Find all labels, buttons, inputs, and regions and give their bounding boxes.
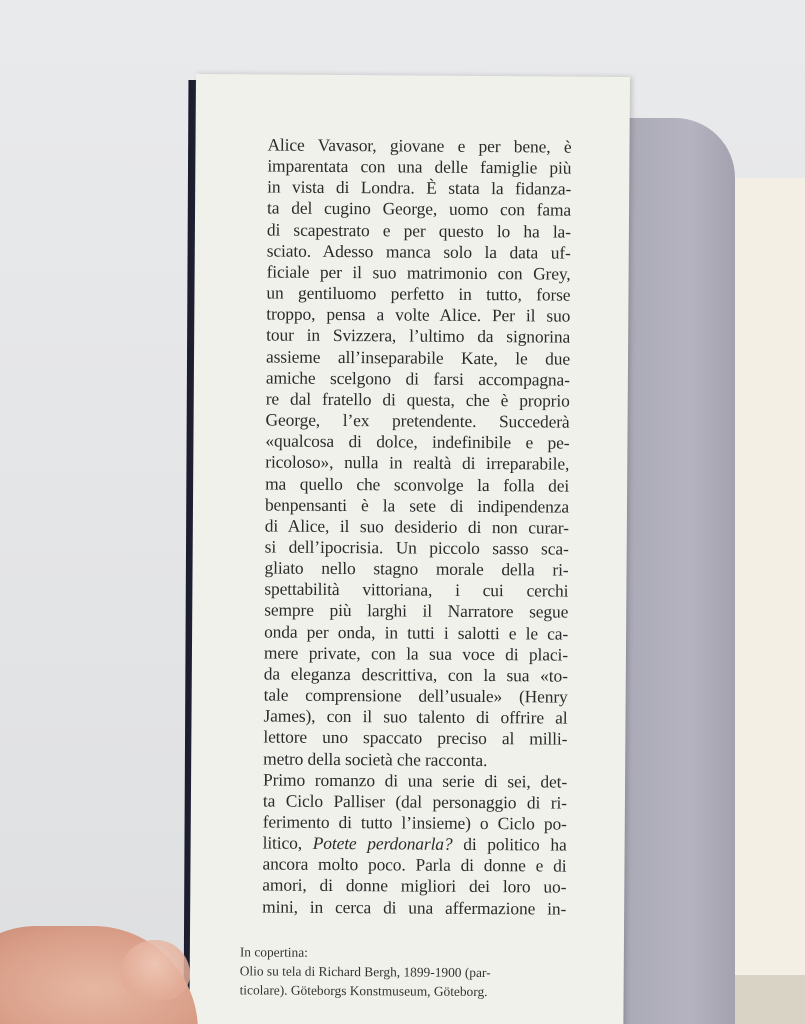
blurb-line-text: Alice Vavasor, giovane e per bene, è — [267, 134, 572, 157]
blurb-line-text: benpensanti è la sete di indipendenza — [264, 494, 570, 517]
book-back-page — [728, 178, 805, 1008]
blurb-line-text: si dell’ipocrisia. Un piccolo sasso sca- — [264, 536, 569, 559]
blurb-line — [265, 494, 569, 517]
book-front-flap — [189, 74, 630, 1024]
blurb-line — [265, 431, 569, 454]
blurb-line — [267, 198, 571, 221]
blurb-line-text: ferimento di tutto l’insieme) o Ciclo po- — [262, 811, 567, 834]
blurb-line — [267, 219, 571, 242]
blurb-line-text: James), con il suo talento di offrire al — [263, 705, 568, 728]
blurb-line — [266, 367, 570, 390]
blurb-line — [263, 727, 567, 750]
blurb-line-text: ancora molto poco. Parla di donne e di — [262, 853, 567, 876]
blurb-line — [266, 325, 570, 348]
blurb-line — [265, 536, 569, 559]
blurb-line — [266, 388, 570, 411]
blurb-line — [262, 875, 566, 898]
blurb-line-text: Primo romanzo di una serie di sei, det- — [263, 769, 568, 792]
blurb-line-text: ricoloso», nulla in realtà di irreparabile, — [265, 451, 570, 474]
thumb-tip — [120, 940, 190, 1000]
cover-credit-line-2: ticolare). Göteborgs Konstmuseum, Göteborg. — [239, 982, 488, 1000]
blurb-line — [266, 410, 570, 433]
blurb-line-text: gliato nello stagno morale della ri- — [264, 557, 569, 580]
blurb-line-text: da eleganza descrittiva, con la sua «to- — [263, 663, 568, 686]
blurb-line-rest: di politico ha — [452, 833, 567, 855]
blurb-line — [263, 748, 567, 771]
cover-credit-heading: In copertina: — [239, 944, 308, 960]
blurb-line — [267, 261, 571, 284]
blurb-line — [267, 177, 571, 200]
blurb-line-text: sempre più larghi il Narratore segue — [264, 599, 569, 623]
blurb-line — [267, 156, 571, 179]
blurb-line — [265, 473, 569, 496]
blurb-line — [264, 663, 568, 686]
blurb-line-text: troppo, pensa a volte Alice. Per il suo — [266, 303, 571, 326]
blurb-line-text: tale comprensione dell’usuale» (Henry — [263, 684, 568, 707]
cover-credit-line-1: Olio su tela di Richard Bergh, 1899-1900 (par- — [239, 963, 491, 981]
blurb-line-text: in vista di Londra. È stata la fidanza- — [267, 176, 572, 199]
blurb-line-text: di Alice, il suo desiderio di non curar- — [264, 515, 569, 538]
blurb-line-text: ficiale per il suo matrimonio con Grey, — [266, 261, 571, 284]
blurb-line-text: George, l’ex pretendente. Succederà — [265, 409, 570, 432]
blurb-line — [264, 600, 568, 623]
blurb-line-text: spettabilità vittoriana, i cui cerchi — [264, 578, 569, 601]
blurb-line — [266, 346, 570, 369]
blurb-line-text: amiche scelgono di farsi accompagna- — [265, 367, 570, 390]
book-title-italic: Potete perdonarla? — [312, 832, 453, 854]
blurb-line-text: mere private, con la sua voce di placi- — [263, 642, 569, 665]
blurb-line-text: «qualcosa di dolce, indefinibile e pe- — [265, 430, 570, 453]
blurb-line — [264, 685, 568, 708]
blurb-line-text: litico, — [262, 832, 313, 853]
blurb-line — [266, 304, 570, 327]
blurb-line-text: imparentata con una delle famiglie più — [267, 155, 572, 178]
cover-credit — [240, 942, 560, 1001]
blurb-line — [265, 452, 569, 475]
blurb-line — [264, 642, 568, 665]
blurb-line-text: tour in Svizzera, l’ultimo da signorina — [266, 324, 571, 348]
blurb-line — [264, 621, 568, 644]
blurb-line — [263, 790, 567, 813]
blurb-line-text: re dal fratello di questa, che è proprio — [265, 388, 570, 411]
blurb-line-text: metro della società che racconta. — [263, 748, 488, 770]
blurb-line — [267, 135, 571, 158]
blurb-line — [263, 769, 567, 792]
blurb-line — [264, 558, 568, 581]
blurb-line-text: ma quello che sconvolge la folla dei — [265, 472, 570, 496]
blurb-line-text: amori, di donne migliori dei loro uo- — [262, 874, 567, 898]
blurb-line-text: onda per onda, in tutti i salotti e le ca- — [264, 621, 569, 644]
blurb-line-text: sciato. Adesso manca solo la data uf- — [266, 240, 571, 263]
blurb-line — [262, 896, 566, 919]
blurb-line-text: mini, in cerca di una affermazione in- — [262, 896, 567, 919]
blurb-line — [265, 515, 569, 538]
blurb-line-text: lettore uno spaccato preciso al milli- — [263, 726, 568, 749]
blurb-line-text: un gentiluomo perfetto in tutto, forse — [266, 282, 571, 305]
blurb-line-text: assieme all’inseparabile Kate, le due — [265, 346, 571, 369]
blurb-line-text: ta del cugino George, uomo con fama — [266, 197, 572, 221]
blurb-line — [267, 240, 571, 263]
blurb-line-text: ta Ciclo Palliser (dal personaggio di ri- — [262, 790, 567, 813]
blurb-line — [266, 283, 570, 306]
blurb-line — [263, 706, 567, 729]
blurb-line — [263, 833, 567, 856]
blurb-line — [263, 811, 567, 834]
blurb-line — [262, 854, 566, 877]
blurb-line — [264, 579, 568, 602]
blurb-line-text: di scapestrato e per questo lo ha la- — [266, 219, 571, 242]
flap-blurb-text — [262, 135, 571, 920]
